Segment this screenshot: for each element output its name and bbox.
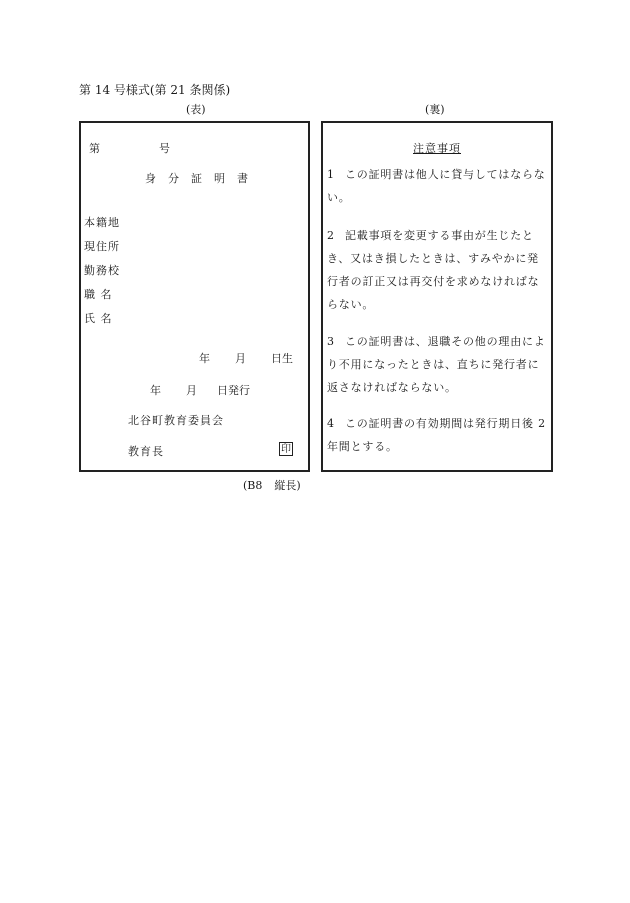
- front-side-label: (表): [186, 103, 206, 116]
- field-address: 現住所: [84, 240, 120, 253]
- back-card: [321, 121, 553, 472]
- note-text: この証明書は、退職その他の理由により不用になったときは、直ちに発行者に返さなければならない。: [327, 335, 546, 394]
- note-text: この証明書の有効期間は発行期日後 2 年間とする。: [327, 417, 546, 453]
- size-note: [243, 477, 301, 493]
- issue-month-label: 月: [186, 384, 197, 397]
- note-number: 2: [327, 229, 335, 242]
- notes-heading: 注意事項: [413, 142, 461, 155]
- field-school: 勤務校: [84, 264, 120, 277]
- back-side-label: (裏): [425, 103, 445, 116]
- front-card: [79, 121, 310, 472]
- note-text: この証明書は他人に貸与してはならない。: [327, 168, 546, 204]
- note-item: [327, 330, 549, 399]
- note-text: 記載事項を変更する事由が生じたとき、又はき損したときは、すみやかに発行者の訂正又は再交付を求めなければならない。: [327, 229, 540, 311]
- birth-month-label: 月: [235, 352, 246, 365]
- note-item: [327, 224, 549, 316]
- issuer-title: 教育長: [128, 445, 164, 458]
- card-title: 身分証明書: [145, 172, 260, 185]
- note-item: [327, 163, 549, 209]
- note-number: 3: [327, 335, 335, 348]
- seal-mark: 印: [281, 444, 291, 455]
- issue-date: [150, 382, 250, 398]
- issue-year-label: 年: [150, 384, 161, 397]
- birth-date: [199, 350, 293, 366]
- note-number: 4: [327, 417, 335, 430]
- note-number: 1: [327, 168, 335, 181]
- issuer-name: 北谷町教育委員会: [128, 414, 224, 427]
- number-prefix: 第: [89, 142, 100, 155]
- issue-day-label: 日発行: [217, 384, 250, 397]
- note-item: [327, 412, 549, 458]
- form-title: 第 14 号様式(第 21 条関係): [79, 83, 231, 97]
- field-domicile: 本籍地: [84, 216, 120, 229]
- field-position: 職 名: [84, 288, 113, 301]
- paper-size: (B8: [243, 479, 263, 492]
- number-suffix: 号: [159, 142, 170, 155]
- paper-orientation: 縦長): [274, 479, 301, 492]
- field-name: 氏 名: [84, 312, 113, 325]
- birth-year-label: 年: [199, 352, 210, 365]
- birth-day-label: 日生: [271, 352, 293, 365]
